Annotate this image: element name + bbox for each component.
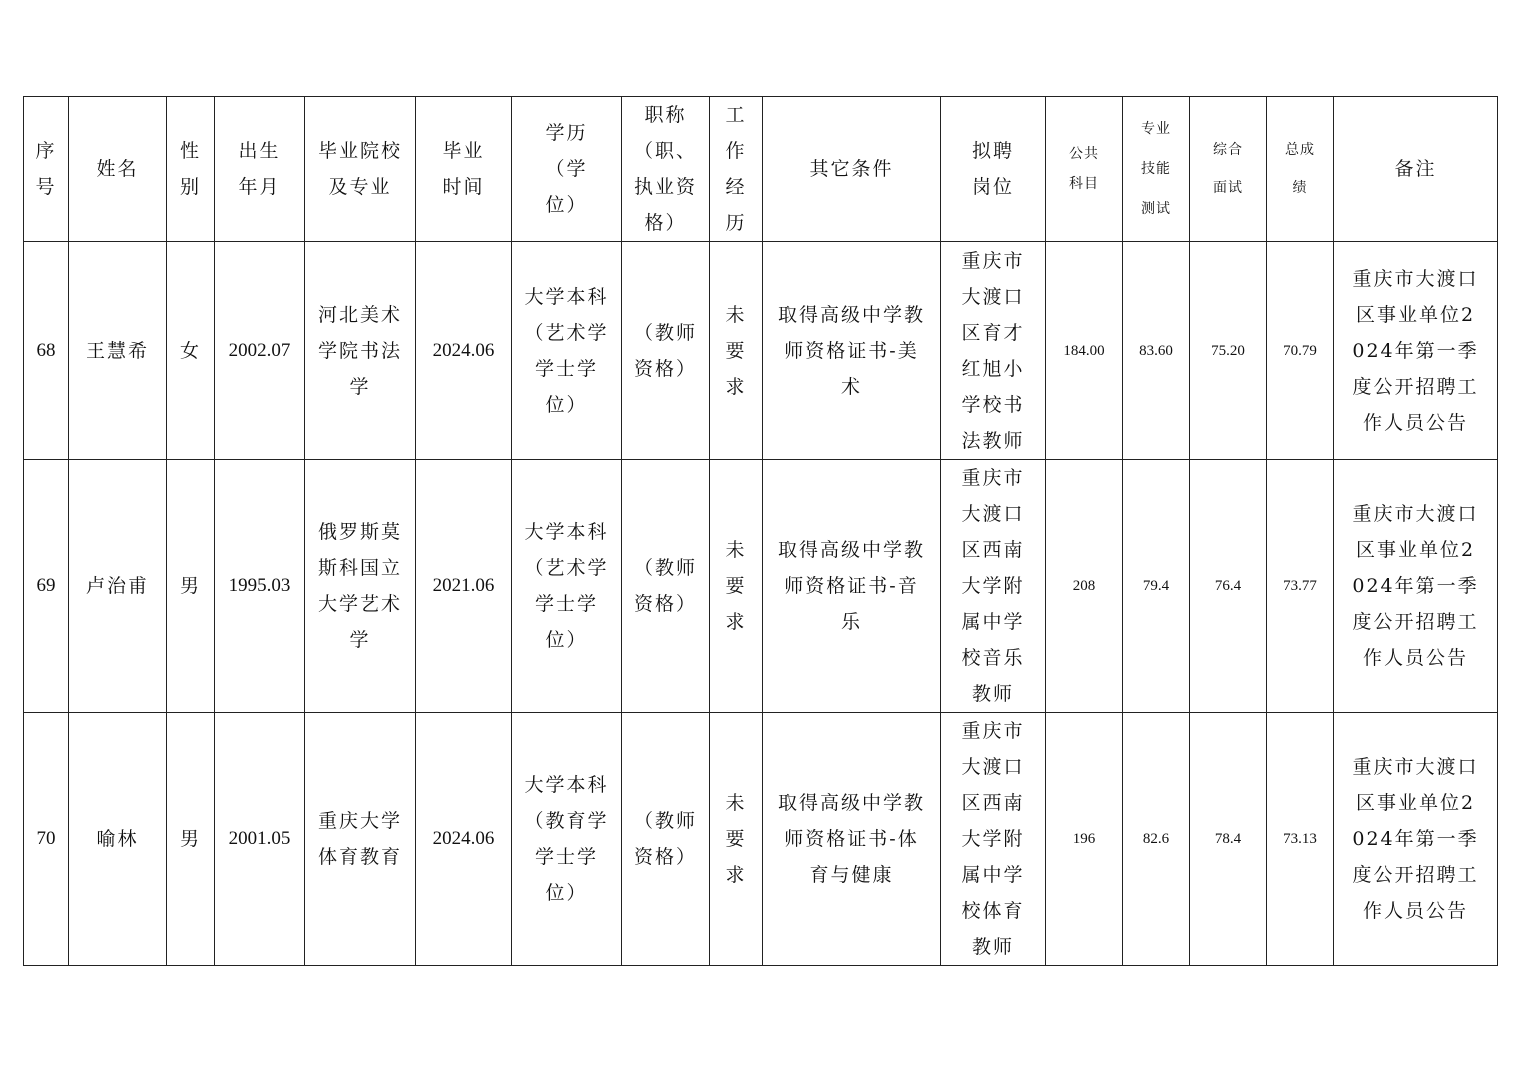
cell-gender: 男 [167, 460, 215, 713]
cell-position: 重庆市大渡口区育才红旭小学校书法教师 [941, 242, 1046, 460]
header-row [24, 97, 1498, 242]
cell-experience: 未要求 [710, 713, 763, 966]
cell-other: 取得高级中学教师资格证书-体育与健康 [763, 713, 941, 966]
cell-public: 208 [1046, 460, 1123, 713]
cell-interview: 75.20 [1190, 242, 1267, 460]
cell-birth: 1995.03 [215, 460, 305, 713]
cell-total: 73.77 [1267, 460, 1334, 713]
cell-position: 重庆市大渡口区西南大学附属中学校音乐教师 [941, 460, 1046, 713]
recruitment-table [23, 96, 1498, 966]
header-school: 毕业院校及专业 [305, 97, 416, 242]
header-index: 序号 [24, 97, 69, 242]
cell-experience: 未要求 [710, 460, 763, 713]
header-remark: 备注 [1334, 97, 1498, 242]
cell-name: 卢治甫 [69, 460, 167, 713]
cell-public: 184.00 [1046, 242, 1123, 460]
cell-total: 73.13 [1267, 713, 1334, 966]
header-title: 职称（职、执业资格） [622, 97, 710, 242]
header-other: 其它条件 [763, 97, 941, 242]
cell-skill: 79.4 [1123, 460, 1190, 713]
cell-skill: 82.6 [1123, 713, 1190, 966]
cell-grad-time: 2024.06 [416, 713, 512, 966]
cell-index: 69 [24, 460, 69, 713]
header-interview: 综合面试 [1190, 97, 1267, 242]
cell-remark: 重庆市大渡口区事业单位2024年第一季度公开招聘工作人员公告 [1334, 713, 1498, 966]
cell-name: 喻林 [69, 713, 167, 966]
header-public: 公共科目 [1046, 97, 1123, 242]
table-row [24, 460, 1498, 713]
cell-title: （教师资格） [622, 460, 710, 713]
cell-grad-time: 2021.06 [416, 460, 512, 713]
cell-public: 196 [1046, 713, 1123, 966]
header-gender: 性别 [167, 97, 215, 242]
cell-school: 俄罗斯莫斯科国立大学艺术学 [305, 460, 416, 713]
header-birth: 出生年月 [215, 97, 305, 242]
header-degree: 学历（学位） [512, 97, 622, 242]
cell-school: 河北美术学院书法学 [305, 242, 416, 460]
cell-interview: 78.4 [1190, 713, 1267, 966]
cell-school: 重庆大学体育教育 [305, 713, 416, 966]
header-experience: 工作经历 [710, 97, 763, 242]
cell-interview: 76.4 [1190, 460, 1267, 713]
cell-remark: 重庆市大渡口区事业单位2024年第一季度公开招聘工作人员公告 [1334, 460, 1498, 713]
header-name: 姓名 [69, 97, 167, 242]
cell-gender: 男 [167, 713, 215, 966]
cell-name: 王慧希 [69, 242, 167, 460]
table-row [24, 242, 1498, 460]
cell-skill: 83.60 [1123, 242, 1190, 460]
cell-gender: 女 [167, 242, 215, 460]
cell-title: （教师资格） [622, 242, 710, 460]
cell-other: 取得高级中学教师资格证书-美术 [763, 242, 941, 460]
cell-remark: 重庆市大渡口区事业单位2024年第一季度公开招聘工作人员公告 [1334, 242, 1498, 460]
header-total: 总成绩 [1267, 97, 1334, 242]
cell-title: （教师资格） [622, 713, 710, 966]
cell-index: 70 [24, 713, 69, 966]
cell-index: 68 [24, 242, 69, 460]
cell-degree: 大学本科（艺术学学士学位） [512, 242, 622, 460]
cell-position: 重庆市大渡口区西南大学附属中学校体育教师 [941, 713, 1046, 966]
cell-experience: 未要求 [710, 242, 763, 460]
cell-degree: 大学本科（教育学学士学位） [512, 713, 622, 966]
table-row [24, 713, 1498, 966]
cell-other: 取得高级中学教师资格证书-音乐 [763, 460, 941, 713]
cell-total: 70.79 [1267, 242, 1334, 460]
header-skill: 专业技能测试 [1123, 97, 1190, 242]
cell-birth: 2002.07 [215, 242, 305, 460]
cell-grad-time: 2024.06 [416, 242, 512, 460]
cell-degree: 大学本科（艺术学学士学位） [512, 460, 622, 713]
header-grad-time: 毕业时间 [416, 97, 512, 242]
header-position: 拟聘岗位 [941, 97, 1046, 242]
cell-birth: 2001.05 [215, 713, 305, 966]
